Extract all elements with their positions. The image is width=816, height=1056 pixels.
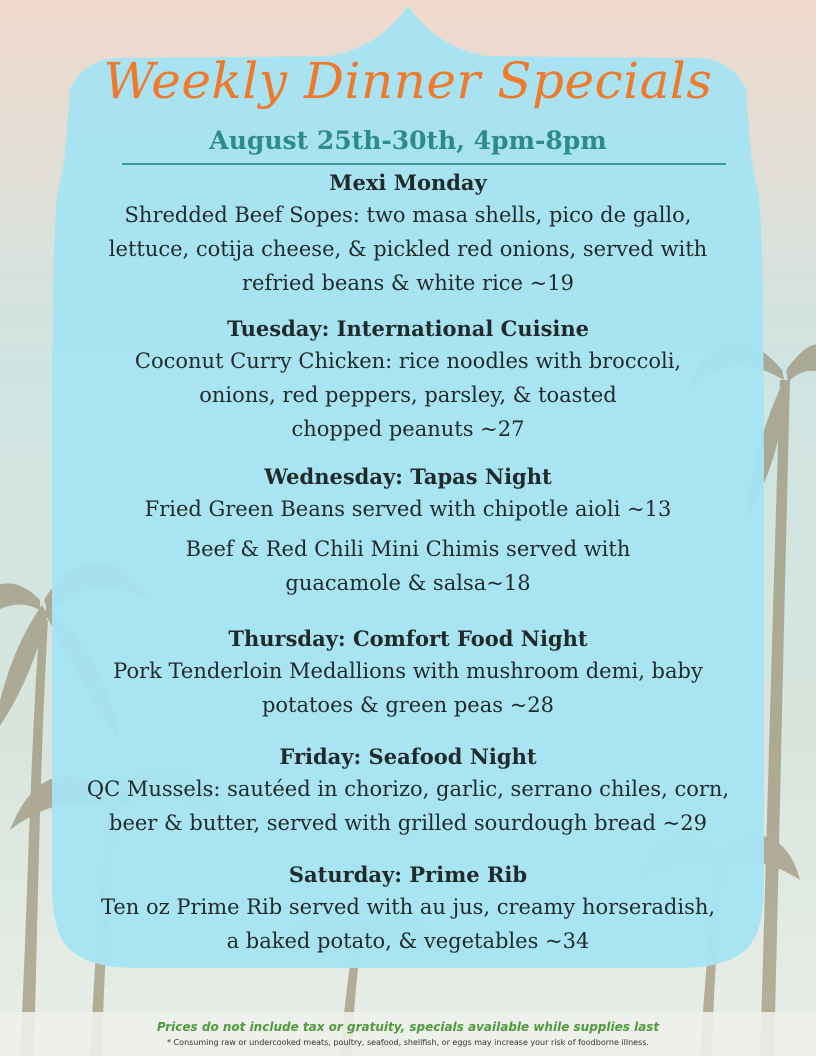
desc-line: chopped peanuts ~27 <box>291 417 525 441</box>
desc-line: beer & butter, served with grilled sourdough bread ~29 <box>109 811 707 835</box>
footer <box>0 1012 816 1056</box>
footer-note: Prices do not include tax or gratuity, specials available while supplies last <box>156 1020 660 1034</box>
special-friday <box>60 742 756 840</box>
special-monday <box>60 168 756 300</box>
desc-line: potatoes & green peas ~28 <box>261 693 555 717</box>
desc-line: guacamole & salsa~18 <box>285 571 531 595</box>
page-title: Weekly Dinner Specials <box>103 52 713 110</box>
special-thursday <box>60 624 756 722</box>
special-tuesday <box>60 314 756 446</box>
desc-line: a baked potato, & vegetables ~34 <box>226 929 590 953</box>
day-heading: Thursday: Comfort Food Night <box>228 626 588 651</box>
day-heading: Mexi Monday <box>329 170 487 195</box>
desc-line: Beef & Red Chili Mini Chimis served with <box>185 537 631 561</box>
day-heading: Tuesday: International Cuisine <box>226 316 590 341</box>
desc-line: Fried Green Beans served with chipotle aioli ~13 <box>144 497 672 521</box>
day-heading: Saturday: Prime Rib <box>288 862 528 887</box>
footer-disclaimer: * Consuming raw or undercooked meats, poultry, seafood, shellfish, or eggs may increase your risk of foodborne illness. <box>167 1038 649 1047</box>
desc-line: lettuce, cotija cheese, & pickled red onions, served with <box>108 237 708 261</box>
desc-line: Pork Tenderloin Medallions with mushroom demi, baby <box>113 659 703 683</box>
desc-line: onions, red peppers, parsley, & toasted <box>199 383 617 407</box>
day-heading: Wednesday: Tapas Night <box>264 464 552 489</box>
desc-line: Coconut Curry Chicken: rice noodles with broccoli, <box>134 349 682 373</box>
special-wednesday <box>60 462 756 600</box>
divider <box>122 163 726 165</box>
date-subtitle: August 25th-30th, 4pm-8pm <box>209 126 607 155</box>
day-heading: Friday: Seafood Night <box>279 744 537 769</box>
special-saturday <box>60 860 756 958</box>
desc-line: Shredded Beef Sopes: two masa shells, pico de gallo, <box>124 203 692 227</box>
desc-line: refried beans & white rice ~19 <box>242 271 574 295</box>
desc-line: Ten oz Prime Rib served with au jus, creamy horseradish, <box>100 895 716 919</box>
desc-line: QC Mussels: sautéed in chorizo, garlic, serrano chiles, corn, <box>86 777 730 801</box>
